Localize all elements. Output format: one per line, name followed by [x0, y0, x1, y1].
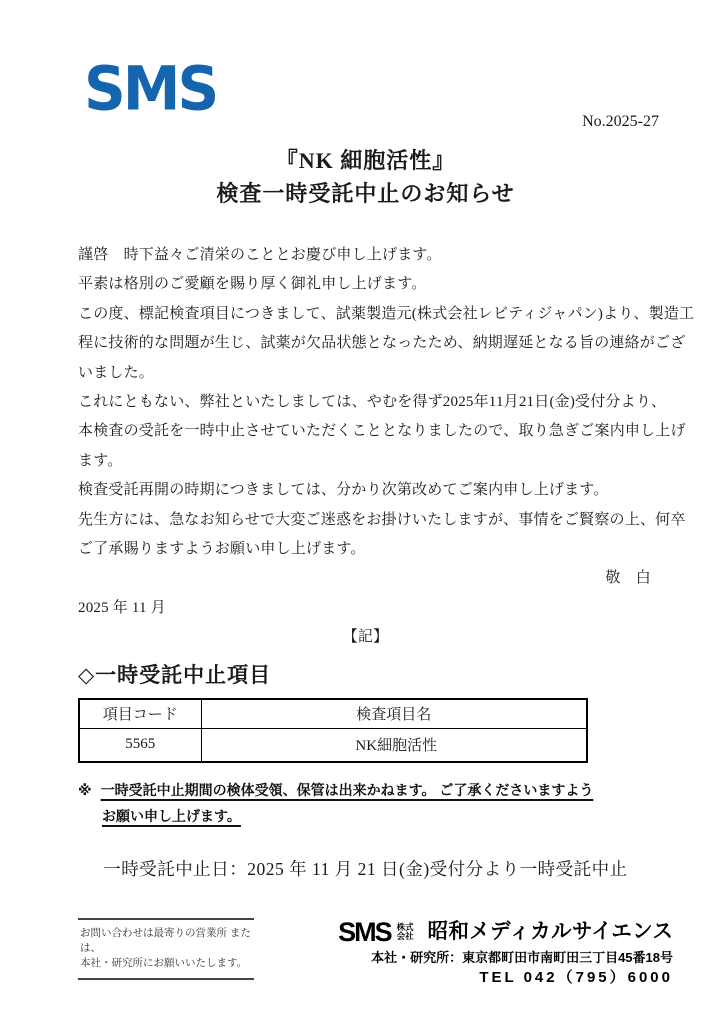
body-line: この度、標記検査項目につきまして、試薬製造元(株式会社レビティジャパン)より、製造工	[78, 305, 695, 322]
contact-line-2: 本社・研究所にお願いいたします。	[80, 957, 248, 969]
title-line-2: 検査一時受託中止のお知らせ	[216, 181, 515, 206]
corp-stack-top: 株式	[396, 921, 414, 932]
body-line: 本検査の受託を一時中止させていただくこととなりましたので、取り急ぎご案内申し上げ	[78, 423, 686, 440]
body-line: 謹啓 時下益々ご清栄のこととお慶び申し上げます。	[78, 247, 442, 263]
table-header-row	[79, 699, 587, 729]
body-line: 平素は格別のご愛顧を賜り厚く御礼申し上げます。	[78, 276, 427, 293]
body-line: 先生方には、急なお知らせで大変ご迷惑をお掛けいたしますが、事情をご賢察の上、何卒	[78, 511, 686, 528]
body-line: 程に技術的な問題が生じ、試薬が欠品状態となったため、納期遅延となる旨の連絡がござ	[78, 335, 686, 352]
section-heading: ◇一時受託中止項目	[78, 662, 272, 687]
note-marker: ※	[78, 781, 92, 798]
footer-company-name: 昭和メディカルサイエンス	[427, 920, 673, 943]
footer	[78, 918, 673, 987]
note-text-line1: 一時受託中止期間の検体受領、保管は出来かねます。 ご了承くださいますよう	[100, 781, 594, 798]
footer-company-logo: SMS	[338, 917, 391, 947]
suspension-date-line: 一時受託中止日：2025 年 11 月 21 日(金)受付分より一時受託中止	[103, 858, 628, 879]
letter-body	[78, 241, 695, 653]
note-row-1	[78, 777, 653, 803]
doc-number: No.2025-27	[582, 113, 659, 130]
footer-company-block	[338, 918, 673, 987]
body-line: ご了承賜りますようお願い申し上げます。	[78, 541, 366, 558]
table-header-name: 検査項目名	[201, 699, 587, 729]
body-line: 検査受託再開の時期につきましては、分かり次第改めてご案内申し上げます。	[78, 482, 609, 499]
table-row	[79, 729, 587, 762]
footer-address: 本社・研究所：東京都町田市南町田三丁目45番18号	[371, 950, 673, 965]
record-marker: 【記】	[342, 629, 389, 646]
corp-stack-bottom: 会社	[396, 931, 414, 941]
footer-company-row	[338, 918, 673, 946]
note	[78, 777, 653, 829]
body-line: これにともない、弊社といたしましては、やむを得ず2025年11月21日(金)受付分より、	[78, 394, 667, 411]
body-line: ます。	[78, 452, 123, 469]
footer-tel: TEL 042（795）6000	[479, 969, 673, 986]
company-logo: SMS	[84, 53, 217, 124]
date-line: 2025 年 11 月	[78, 599, 166, 616]
table-cell-name: NK細胞活性	[201, 729, 587, 762]
corp-type-stack	[397, 923, 414, 942]
contact-box	[78, 918, 254, 980]
contact-line-1: お問い合わせは最寄りの営業所 または、	[80, 927, 251, 954]
document-title	[78, 144, 653, 210]
body-line: いました。	[78, 364, 155, 381]
table-cell-code: 5565	[79, 729, 201, 762]
suspension-items-table	[78, 698, 588, 763]
title-line-1: 『NK 細胞活性』	[275, 148, 456, 173]
closing-keihaku: 敬 白	[605, 570, 651, 587]
note-row-2	[102, 803, 653, 829]
table-header-code: 項目コード	[79, 699, 201, 729]
note-text-line2: お願い申し上げます。	[102, 807, 241, 824]
